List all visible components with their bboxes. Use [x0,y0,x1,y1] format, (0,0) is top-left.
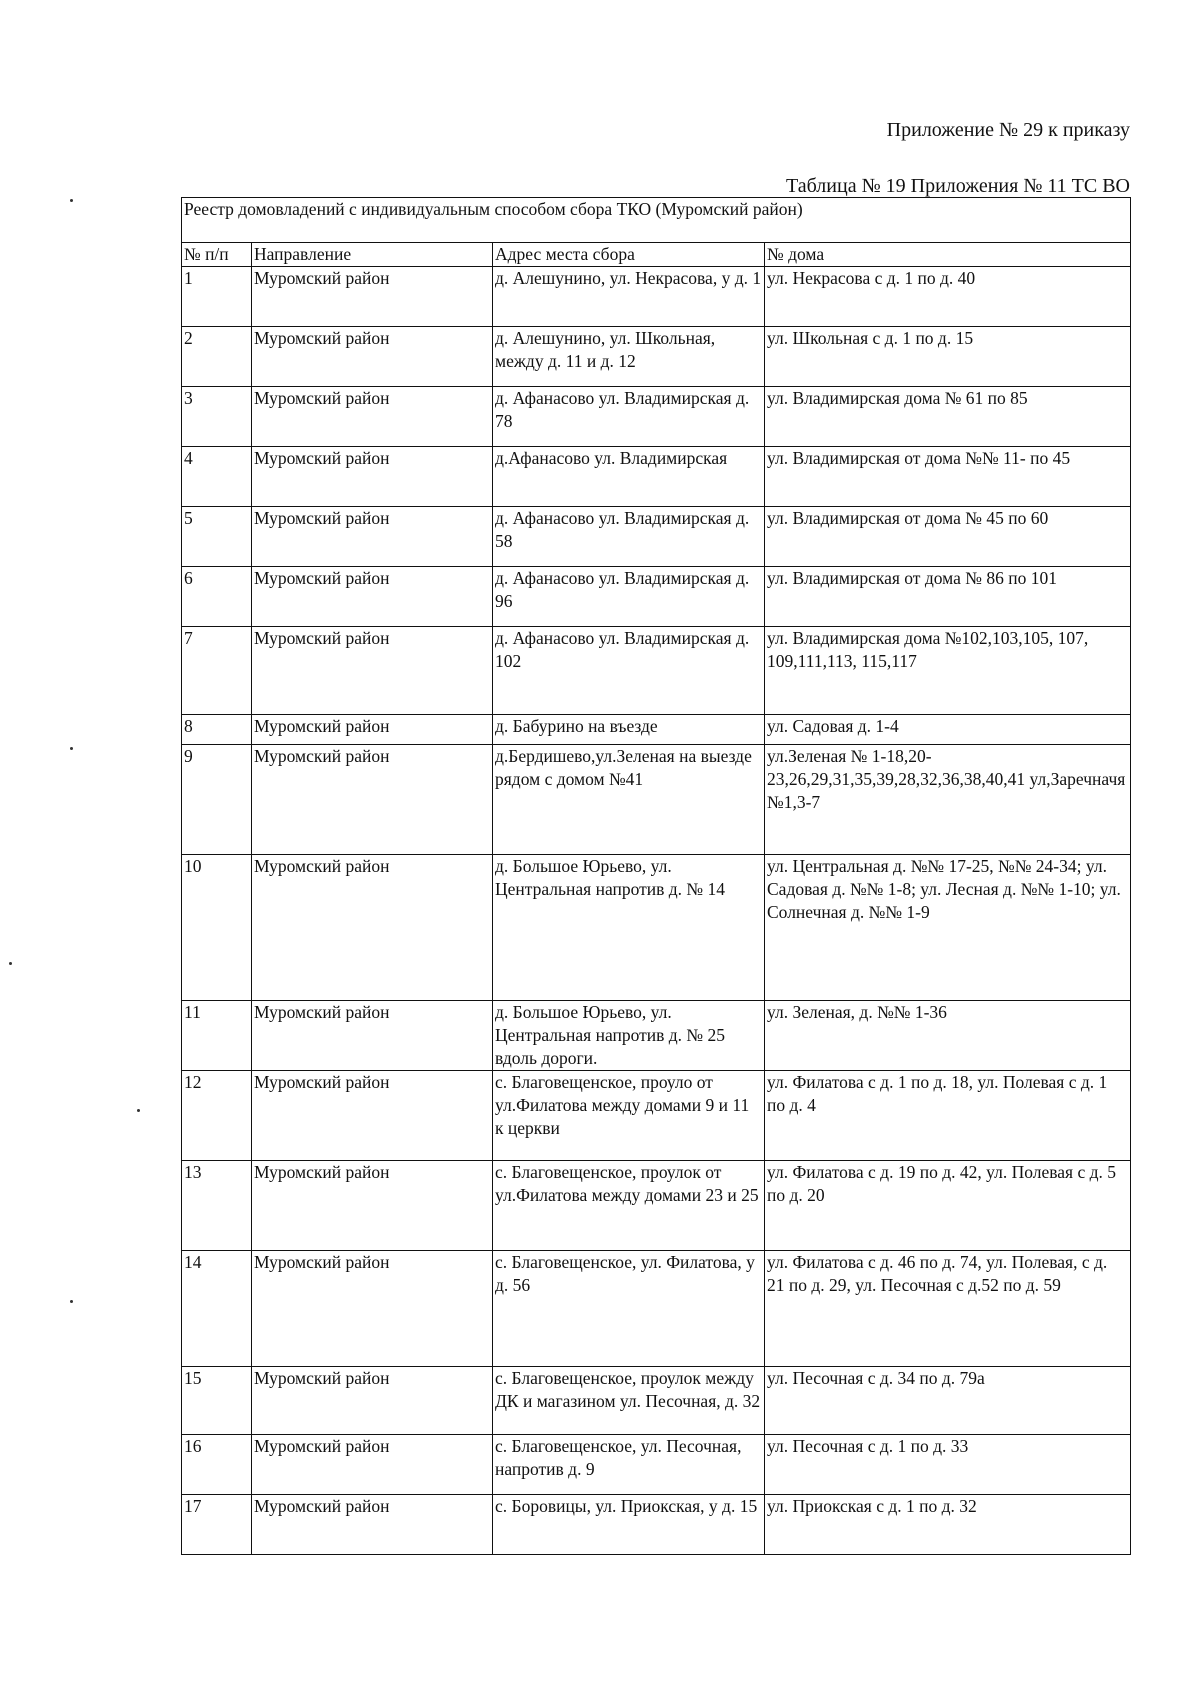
row-number: 13 [182,1161,252,1251]
scan-speck [70,747,73,750]
column-header-direction: Направление [252,243,493,267]
direction-cell: Муромский район [252,447,493,507]
houses-cell: ул. Владимирская от дома № 45 по 60 [765,507,1131,567]
row-number: 1 [182,267,252,327]
column-header-address: Адрес места сбора [493,243,765,267]
direction-cell: Муромский район [252,267,493,327]
row-number: 8 [182,715,252,745]
table-row [182,855,1131,1001]
houses-cell: ул. Филатова с д. 19 по д. 42, ул. Полевая с д. 5 по д. 20 [765,1161,1131,1251]
column-header-number: № п/п [182,243,252,267]
address-cell: с. Благовещенское, ул. Песочная, напротив д. 9 [493,1435,765,1495]
direction-cell: Муромский район [252,1367,493,1435]
direction-cell: Муромский район [252,745,493,855]
address-cell: с. Боровицы, ул. Приокская, у д. 15 [493,1495,765,1555]
row-number: 5 [182,507,252,567]
table-reference: Таблица № 19 Приложения № 11 ТС ВО [786,175,1130,197]
address-cell: д. Бабурино на въезде [493,715,765,745]
row-number: 17 [182,1495,252,1555]
table-row [182,715,1131,745]
table-row [182,627,1131,715]
houses-cell: ул. Садовая д. 1-4 [765,715,1131,745]
table-row [182,745,1131,855]
direction-cell: Муромский район [252,715,493,745]
direction-cell: Муромский район [252,327,493,387]
row-number: 14 [182,1251,252,1367]
direction-cell: Муромский район [252,567,493,627]
table-row [182,1071,1131,1161]
address-cell: с. Благовещенское, проулок от ул.Филатова между домами 23 и 25 [493,1161,765,1251]
row-number: 12 [182,1071,252,1161]
scan-speck [137,1109,140,1112]
row-number: 16 [182,1435,252,1495]
houses-cell: ул. Центральная д. №№ 17-25, №№ 24-34; ул. Садовая д. №№ 1-8; ул. Лесная д. №№ 1-10; ул. Солнечная д. №№ 1-9 [765,855,1131,1001]
direction-cell: Муромский район [252,1251,493,1367]
row-number: 9 [182,745,252,855]
table-row [182,1367,1131,1435]
table-row [182,567,1131,627]
direction-cell: Муромский район [252,855,493,1001]
houses-cell: ул. Школьная с д. 1 по д. 15 [765,327,1131,387]
row-number: 3 [182,387,252,447]
houses-cell: ул. Песочная с д. 1 по д. 33 [765,1435,1131,1495]
houses-cell: ул. Филатова с д. 46 по д. 74, ул. Полевая, с д. 21 по д. 29, ул. Песочная с д.52 по д. 59 [765,1251,1131,1367]
row-number: 10 [182,855,252,1001]
table-row [182,267,1131,327]
row-number: 6 [182,567,252,627]
row-number: 2 [182,327,252,387]
row-number: 4 [182,447,252,507]
address-cell: д. Афанасово ул. Владимирская д. 96 [493,567,765,627]
register-table [181,197,1131,1555]
address-cell: д. Алешунино, ул. Некрасова, у д. 1 [493,267,765,327]
houses-cell: ул. Владимирская дома №102,103,105, 107, 109,111,113, 115,117 [765,627,1131,715]
scan-speck [70,199,73,202]
address-cell: д. Афанасово ул. Владимирская д. 58 [493,507,765,567]
houses-cell: ул. Филатова с д. 1 по д. 18, ул. Полевая с д. 1 по д. 4 [765,1071,1131,1161]
row-number: 7 [182,627,252,715]
address-cell: д.Бердишево,ул.Зеленая на выезде рядом с домом №41 [493,745,765,855]
address-cell: д. Большое Юрьево, ул. Центральная напротив д. № 25 вдоль дороги. [493,1001,765,1071]
address-cell: д. Афанасово ул. Владимирская д. 102 [493,627,765,715]
table-row [182,1161,1131,1251]
column-header-houses: № дома [765,243,1131,267]
address-cell: д. Алешунино, ул. Школьная, между д. 11 и д. 12 [493,327,765,387]
table-row [182,507,1131,567]
houses-cell: ул. Владимирская от дома №№ 11- по 45 [765,447,1131,507]
row-number: 11 [182,1001,252,1071]
table-row [182,1251,1131,1367]
table-row [182,447,1131,507]
address-cell: с. Благовещенское, проулок между ДК и магазином ул. Песочная, д. 32 [493,1367,765,1435]
row-number: 15 [182,1367,252,1435]
direction-cell: Муромский район [252,1001,493,1071]
direction-cell: Муромский район [252,507,493,567]
table-row [182,1495,1131,1555]
scan-speck [9,962,12,965]
direction-cell: Муромский район [252,627,493,715]
address-cell: д. Афанасово ул. Владимирская д. 78 [493,387,765,447]
table-row [182,1001,1131,1071]
houses-cell: ул. Песочная с д. 34 по д. 79а [765,1367,1131,1435]
houses-cell: ул. Некрасова с д. 1 по д. 40 [765,267,1131,327]
table-title: Реестр домовладений с индивидуальным способом сбора ТКО (Муромский район) [182,198,1131,243]
appendix-heading: Приложение № 29 к приказу [886,119,1130,141]
houses-cell: ул. Зеленая, д. №№ 1-36 [765,1001,1131,1071]
houses-cell: ул. Приокская с д. 1 по д. 32 [765,1495,1131,1555]
column-header-row [182,243,1131,267]
houses-cell: ул.Зеленая № 1-18,20-23,26,29,31,35,39,28,32,36,38,40,41 ул,Заречначя №1,3-7 [765,745,1131,855]
houses-cell: ул. Владимирская дома № 61 по 85 [765,387,1131,447]
table-row [182,1435,1131,1495]
address-cell: д.Афанасово ул. Владимирская [493,447,765,507]
address-cell: с. Благовещенское, проуло от ул.Филатова между домами 9 и 11 к церкви [493,1071,765,1161]
direction-cell: Муромский район [252,1071,493,1161]
address-cell: д. Большое Юрьево, ул. Центральная напротив д. № 14 [493,855,765,1001]
direction-cell: Муромский район [252,387,493,447]
scan-speck [70,1300,73,1303]
direction-cell: Муромский район [252,1161,493,1251]
table-row [182,387,1131,447]
table-row [182,327,1131,387]
direction-cell: Муромский район [252,1495,493,1555]
address-cell: с. Благовещенское, ул. Филатова, у д. 56 [493,1251,765,1367]
direction-cell: Муромский район [252,1435,493,1495]
houses-cell: ул. Владимирская от дома № 86 по 101 [765,567,1131,627]
